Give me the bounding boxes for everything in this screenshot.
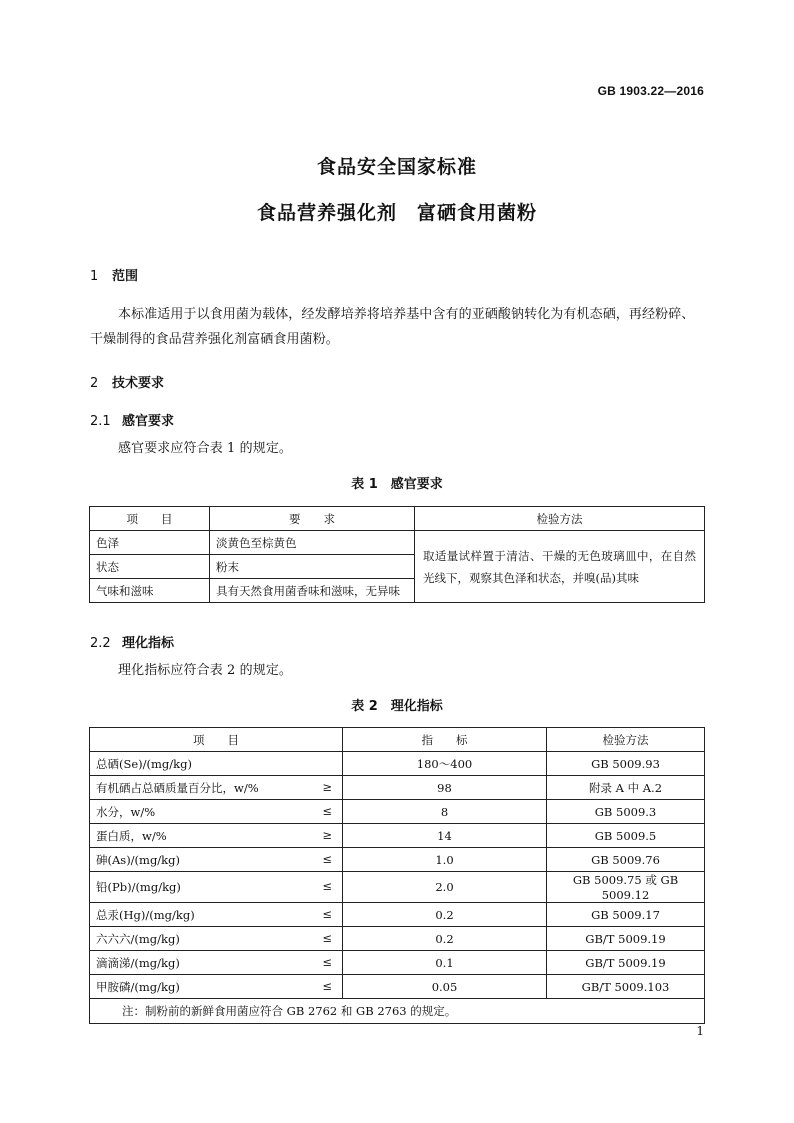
method-cell: GB/T 5009.19	[547, 927, 705, 951]
table-row	[90, 903, 705, 927]
table-header-row	[90, 507, 705, 531]
item-cell: 色泽	[90, 531, 210, 555]
method-cell: GB 5009.75 或 GB 5009.12	[547, 872, 705, 903]
section-number: 2	[90, 376, 99, 391]
table-row	[90, 951, 705, 975]
value-cell: 0.1	[343, 951, 547, 975]
table-row	[90, 975, 705, 999]
physicochemical-indicators-table	[89, 727, 705, 1024]
method-cell: GB 5009.17	[547, 903, 705, 927]
item-cell	[90, 776, 343, 800]
value-cell: 8	[343, 800, 547, 824]
item-label: 总硒(Se)/(mg/kg)	[96, 756, 192, 771]
standard-code: GB 1903.22—2016	[597, 84, 704, 98]
value-cell: 98	[343, 776, 547, 800]
item-label: 蛋白质，w/%	[96, 828, 167, 843]
section-number: 2.1	[90, 414, 111, 429]
comparison-symbol: ≤	[322, 930, 332, 945]
section-title: 技术要求	[112, 376, 165, 391]
requirement-cell: 粉末	[210, 555, 415, 579]
table-row	[90, 848, 705, 872]
table-2-caption: 表 2 理化指标	[351, 699, 443, 714]
item-cell	[90, 800, 343, 824]
item-label: 铅(Pb)/(mg/kg)	[96, 880, 181, 894]
section-2-2-paragraph: 理化指标应符合表 2 的规定。	[118, 663, 293, 678]
section-number: 1	[90, 269, 99, 284]
sensory-requirements-table	[89, 506, 705, 603]
table-row	[90, 531, 705, 555]
header-method: 检验方法	[415, 507, 705, 531]
item-cell	[90, 975, 343, 999]
table-row	[90, 927, 705, 951]
section-title: 理化指标	[122, 636, 175, 651]
section-number: 2.2	[90, 636, 111, 651]
method-cell: 附录 A 中 A.2	[547, 776, 705, 800]
page-number: 1	[696, 1024, 704, 1038]
requirement-cell: 具有天然食用菌香味和滋味，无异味	[210, 579, 415, 603]
table-note-row	[90, 999, 705, 1024]
document-title: 食品安全国家标准	[316, 156, 477, 178]
item-cell	[90, 927, 343, 951]
table-row	[90, 776, 705, 800]
item-label: 滴滴涕/(mg/kg)	[96, 955, 180, 970]
table-row	[90, 872, 705, 903]
item-label: 六六六/(mg/kg)	[96, 931, 180, 946]
table-row	[90, 824, 705, 848]
table-1-caption: 表 1 感官要求	[351, 477, 443, 492]
comparison-symbol: ≤	[322, 906, 332, 921]
item-label: 水分，w/%	[96, 804, 156, 819]
table-header-row	[90, 728, 705, 752]
value-cell: 14	[343, 824, 547, 848]
document-subtitle: 食品营养强化剂 富硒食用菌粉	[256, 202, 537, 224]
method-cell: GB 5009.5	[547, 824, 705, 848]
section-2-heading	[90, 372, 164, 391]
value-cell: 0.2	[343, 903, 547, 927]
item-label: 有机硒占总硒质量百分比，w/%	[96, 780, 259, 795]
comparison-symbol: ≤	[322, 879, 332, 893]
method-cell: GB 5009.3	[547, 800, 705, 824]
section-title: 感官要求	[122, 414, 175, 429]
table-row	[90, 752, 705, 776]
item-cell: 状态	[90, 555, 210, 579]
item-label: 砷(As)/(mg/kg)	[96, 852, 180, 867]
method-cell: GB/T 5009.103	[547, 975, 705, 999]
header-item: 项 目	[90, 728, 343, 752]
comparison-symbol: ≥	[322, 779, 332, 794]
item-cell	[90, 824, 343, 848]
comparison-symbol: ≤	[322, 954, 332, 969]
header-item: 项 目	[90, 507, 210, 531]
section-2-2-heading	[90, 632, 174, 651]
item-cell: 气味和滋味	[90, 579, 210, 603]
method-cell: GB 5009.76	[547, 848, 705, 872]
section-2-1-heading	[90, 410, 174, 429]
section-title: 范围	[112, 269, 139, 284]
header-requirement: 要 求	[210, 507, 415, 531]
method-cell: 取适量试样置于清洁、干燥的无色玻璃皿中，在自然光线下，观察其色泽和状态，并嗅(品)其味	[415, 531, 705, 603]
comparison-symbol: ≤	[322, 851, 332, 866]
table-note: 注：制粉前的新鲜食用菌应符合 GB 2762 和 GB 2763 的规定。	[90, 999, 705, 1024]
item-cell	[90, 752, 343, 776]
item-label: 甲胺磷/(mg/kg)	[96, 979, 180, 994]
item-cell	[90, 951, 343, 975]
comparison-symbol: ≥	[322, 827, 332, 842]
method-cell: GB 5009.93	[547, 752, 705, 776]
item-cell	[90, 903, 343, 927]
value-cell: 0.2	[343, 927, 547, 951]
value-cell: 0.05	[343, 975, 547, 999]
header-indicator: 指 标	[343, 728, 547, 752]
section-2-1-paragraph: 感官要求应符合表 1 的规定。	[118, 441, 293, 456]
header-method: 检验方法	[547, 728, 705, 752]
value-cell: 1.0	[343, 848, 547, 872]
table-row	[90, 800, 705, 824]
section-1-heading	[90, 265, 138, 284]
method-cell: GB/T 5009.19	[547, 951, 705, 975]
item-label: 总汞(Hg)/(mg/kg)	[96, 907, 195, 922]
requirement-cell: 淡黄色至棕黄色	[210, 531, 415, 555]
item-cell	[90, 848, 343, 872]
item-cell	[90, 872, 343, 903]
comparison-symbol: ≤	[322, 978, 332, 993]
value-cell: 180～400	[343, 752, 547, 776]
comparison-symbol: ≤	[322, 803, 332, 818]
section-1-paragraph: 本标准适用于以食用菌为载体，经发酵培养将培养基中含有的亚硒酸钠转化为有机态硒，再经粉碎、干燥制得的食品营养强化剂富硒食用菌粉。	[90, 307, 695, 347]
value-cell: 2.0	[343, 872, 547, 903]
